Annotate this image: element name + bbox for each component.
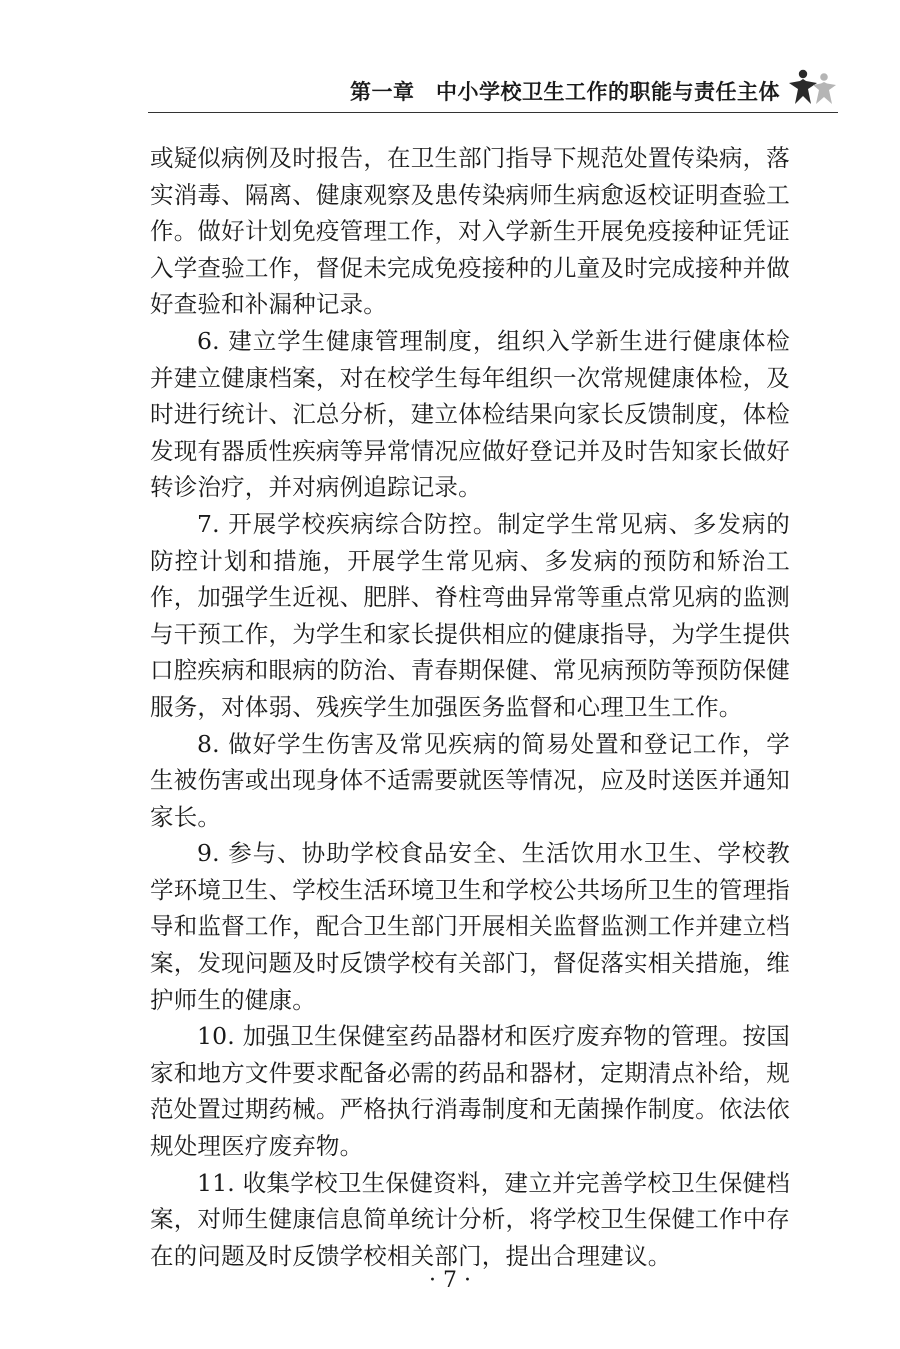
- paragraph-item-8: 8. 做好学生伤害及常见疾病的简易处置和登记工作，学生被伤害或出现身体不适需要就医等情况，应及时送医并通知家长。: [150, 729, 790, 831]
- running-header: [148, 62, 838, 112]
- paragraph-item-10: 10. 加强卫生保健室药品器材和医疗废弃物的管理。按国家和地方文件要求配备必需的药品和器材，定期清点补给，规范处置过期药械。严格执行消毒制度和无菌操作制度。依法依规处理医疗废弃物。: [150, 1022, 790, 1161]
- body-text: [150, 140, 790, 1274]
- paragraph-item-6: 6. 建立学生健康管理制度，组织入学新生进行健康体检并建立健康档案，对在校学生每年组织一次常规健康体检，及时进行统计、汇总分析，建立体检结果向家长反馈制度，体检发现有器质性疾病等异常情况应做好登记并及时告知家长做好转诊治疗，并对病例追踪记录。: [150, 326, 790, 502]
- paragraph-continued: 或疑似病例及时报告，在卫生部门指导下规范处置传染病，落实消毒、隔离、健康观察及患传染病师生病愈返校证明查验工作。做好计划免疫管理工作，对入学新生开展免疫接种证凭证入学查验工作，督促未完成免疫接种的儿童及时完成接种并做好查验和补漏种记录。: [150, 144, 790, 319]
- two-stars-logo-icon: [786, 68, 838, 108]
- paragraph-item-11: 11. 收集学校卫生保健资料，建立并完善学校卫生保健档案，对师生健康信息简单统计分析，将学校卫生保健工作中存在的问题及时反馈学校相关部门，提出合理建议。: [150, 1168, 790, 1270]
- chapter-title: 第一章 中小学校卫生工作的职能与责任主体: [350, 80, 780, 104]
- paragraph-item-9: 9. 参与、协助学校食品安全、生活饮用水卫生、学校教学环境卫生、学校生活环境卫生和学校公共场所卫生的管理指导和监督工作，配合卫生部门开展相关监督监测工作并建立档案，发现问题及时反馈学校有关部门，督促落实相关措施，维护师生的健康。: [150, 839, 790, 1014]
- page-number: · 7 ·: [429, 1268, 471, 1293]
- header-rule: [148, 112, 838, 113]
- paragraph-item-7: 7. 开展学校疾病综合防控。制定学生常见病、多发病的防控计划和措施，开展学生常见病、多发病的预防和矫治工作，加强学生近视、肥胖、脊柱弯曲异常等重点常见病的监测与干预工作，为学生和家长提供相应的健康指导，为学生提供口腔疾病和眼病的防治、青春期保健、常见病预防等预防保健服务，对体弱、残疾学生加强医务监督和心理卫生工作。: [150, 509, 790, 721]
